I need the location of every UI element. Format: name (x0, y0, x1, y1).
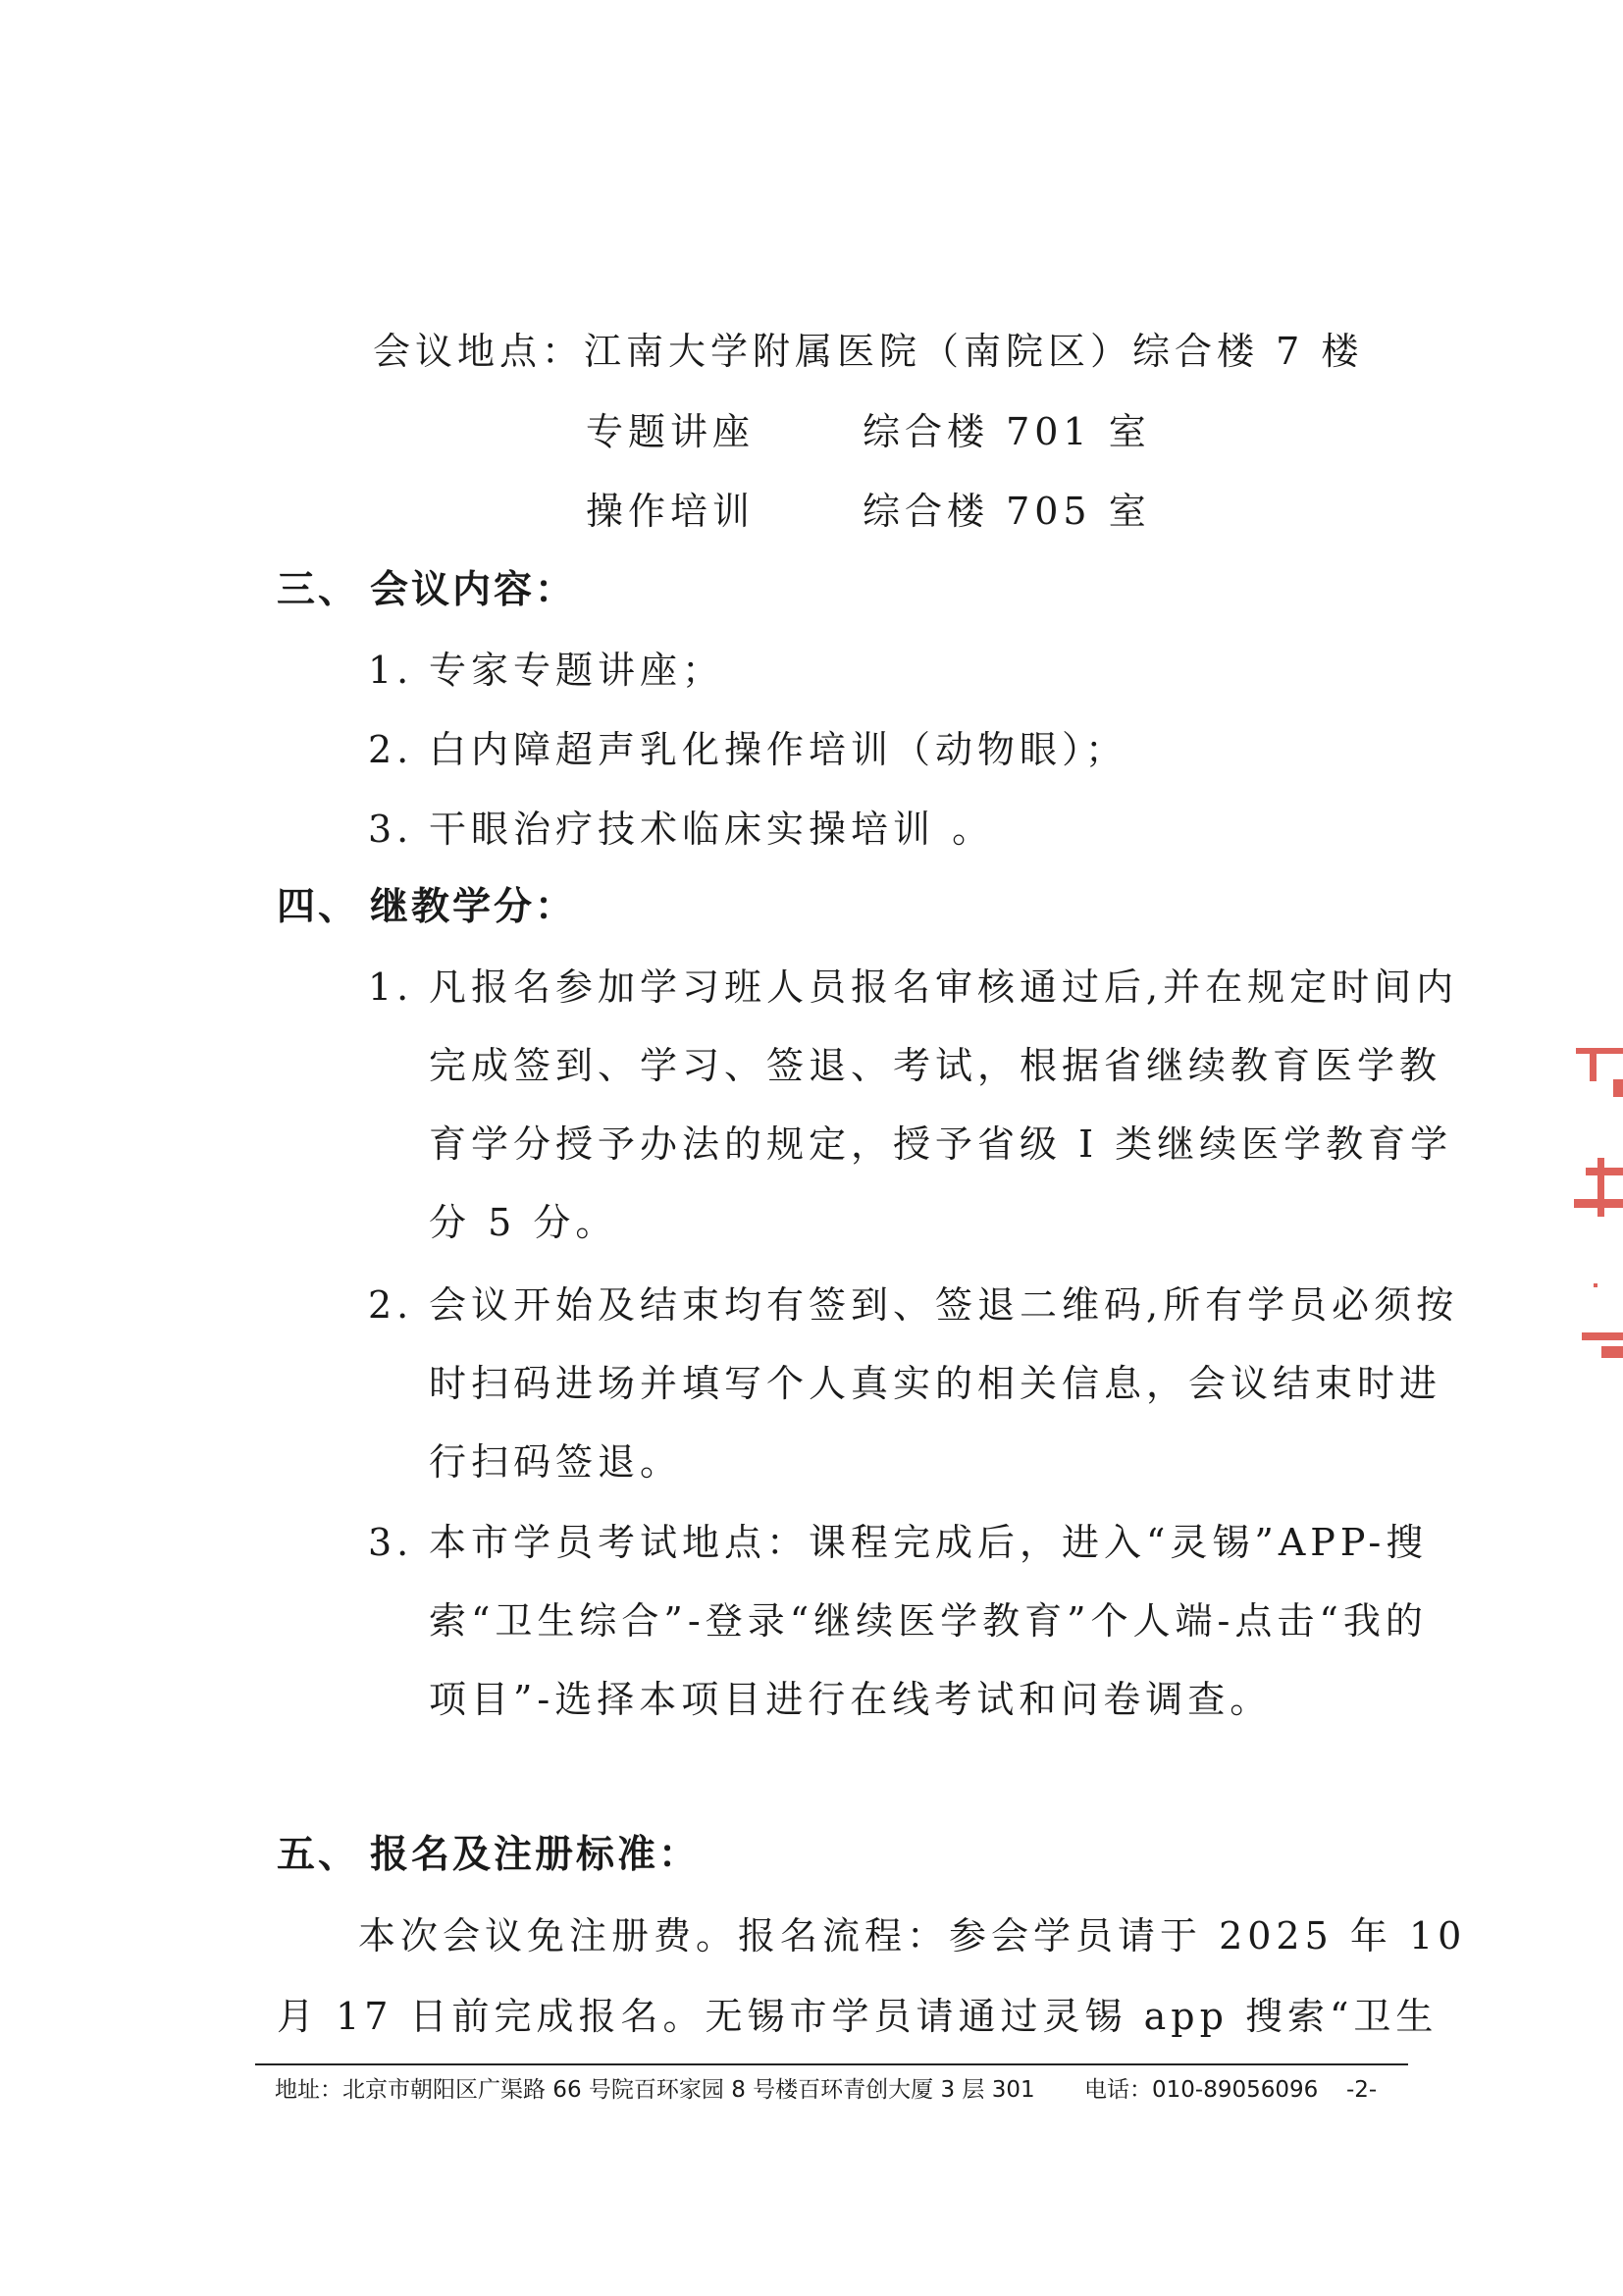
list-item-text: 凡报名参加学习班人员报名审核通过后,并在规定时间内完成签到、学习、签退、考试，根据省继续教育医学教育学分授予办法的规定，授予省级 I 类继续医学教育学分 5 分。 (429, 965, 1459, 1244)
room-row-value: 综合楼 705 室 (863, 490, 1151, 533)
list-item (368, 1266, 1464, 1501)
list-item-text: 本市学员考试地点：课程完成后，进入“灵锡”APP-搜索“卫生综合”-登录“继续医学教育”个人端-点击“我的项目”-选择本项目进行在线考试和问卷调查。 (429, 1521, 1429, 1721)
list-item-number: 1. (368, 649, 414, 692)
list-item (368, 1503, 1464, 1739)
red-seal-stamp (1568, 1040, 1623, 1383)
list-item-number: 2. (368, 1283, 414, 1327)
list-item-text: 专家专题讲座； (429, 649, 725, 692)
list-item (368, 710, 1464, 789)
section-number: 四、 (277, 885, 360, 929)
section-title: 会议内容： (370, 568, 577, 612)
list-item (368, 790, 1464, 868)
room-row-training (586, 487, 1151, 536)
page-number: -2- (1346, 2077, 1378, 2103)
section-heading-credits (277, 883, 576, 932)
registration-paragraph-line: 本次会议免注册费。报名流程：参会学员请于 2025 年 10 (358, 1914, 1467, 1957)
room-row-lecture (586, 407, 1151, 456)
list-item (368, 631, 1464, 709)
list-item-text: 会议开始及结束均有签到、签退二维码,所有学员必须按时扫码进场并填写个人真实的相关信息，会议结束时进行扫码签退。 (429, 1283, 1459, 1484)
section-title: 继教学分： (370, 885, 577, 929)
list-item-number: 1. (368, 965, 414, 1009)
footer-phone: 电话：010-89056096 (1084, 2077, 1319, 2103)
room-row-label: 专题讲座 (586, 410, 756, 453)
section-heading-content (277, 566, 576, 615)
section-number: 三、 (277, 568, 360, 612)
list-item-text: 白内障超声乳化操作培训（动物眼）； (429, 728, 1128, 771)
footer-address: 地址：北京市朝阳区广渠路 66 号院百环家园 8 号楼百环青创大厦 3 层 301 (275, 2077, 1035, 2103)
list-item (368, 948, 1464, 1262)
meeting-location: 会议地点：江南大学附属医院（南院区）综合楼 7 楼 (373, 330, 1364, 373)
list-item-number: 3. (368, 1521, 414, 1564)
section-number: 五、 (277, 1833, 360, 1877)
room-row-value: 综合楼 701 室 (863, 410, 1151, 453)
list-item-number: 3. (368, 808, 414, 851)
list-item-number: 2. (368, 728, 414, 771)
registration-paragraph-line: 月 17 日前完成报名。无锡市学员请通过灵锡 app 搜索“卫生 (277, 1995, 1439, 2038)
section-heading-registration (277, 1831, 700, 1880)
footer-divider (255, 2063, 1408, 2065)
room-row-label: 操作培训 (586, 490, 756, 533)
list-item-text: 干眼治疗技术临床实操培训 。 (429, 808, 995, 851)
section-title: 报名及注册标准： (370, 1833, 701, 1877)
